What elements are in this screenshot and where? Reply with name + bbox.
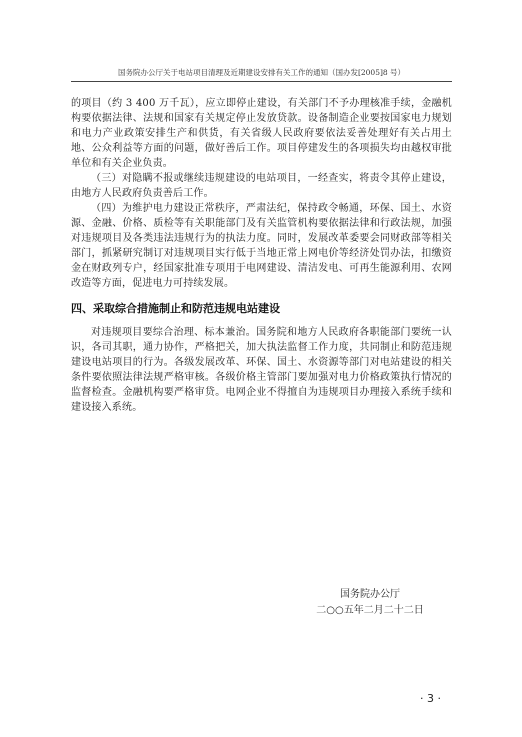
signature-block	[300, 587, 440, 619]
header-rule	[71, 81, 452, 82]
signature-date: 二○○五年二月二十二日	[316, 605, 424, 616]
paragraph-item-3: （三）对隐瞒不报或继续违规建设的电站项目，一经查实，将责令其停止建设，由地方人民政府负责善后工作。	[71, 173, 452, 199]
document-body	[71, 96, 452, 415]
running-header: 国务院办公厅关于电站项目清理及近期建设安排有关工作的通知（国办发[2005]8 号）	[117, 68, 406, 77]
section-heading: 四、采取综合措施制止和防范违规电站建设	[71, 302, 280, 315]
paragraph-item-4: （四）为维护电力建设正常秩序，严肃法纪，保持政令畅通，环保、国土、水资源、金融、价格、质检等有关职能部门及有关监管机构要依据法律和行政法规，加强对违规项目及各类违法违规行为的执法力度。同时，发展改革委要会同财政部等相关部门，抓紧研究制订对违规项目实行低于当地正常上网电价等经济处罚办法，扣缴资金在财政列专户，经国家批准专项用于电网建设、清洁发电、可再生能源利用、农网改造等方面，促进电力可持续发展。	[71, 203, 452, 289]
signature-org: 国务院办公厅	[340, 589, 400, 600]
page-number: · 3 ·	[420, 692, 441, 705]
section-paragraph: 对违规项目要综合治理、标本兼治。国务院和地方人民政府各职能部门要统一认识，各司其职，通力协作，严格把关，加大执法监督工作力度，共同制止和防范违规建设电站项目的行为。各级发展改革、环保、国土、水资源等部门对电站建设的相关条件要依照法律法规严格审核。各级价格主管部门要加强对电力价格政策执行情况的监督检查。金融机构要严格审贷。电网企业不得擅自为违规项目办理接入系统手续和建设接入系统。	[71, 327, 452, 413]
paragraph-continued: 的项目（约 3 400 万千瓦），应立即停止建设，有关部门不予办理核准手续，金融机构要依据法律、法规和国家有关规定停止发放贷款。设备制造企业要按国家电力规划和电力产业政策安排生产和供货，有关省级人民政府要依法妥善处理好有关占用土地、公众利益等方面的问题，做好善后工作。项目停建发生的各项损失均由越权审批单位和有关企业负责。	[71, 98, 452, 169]
